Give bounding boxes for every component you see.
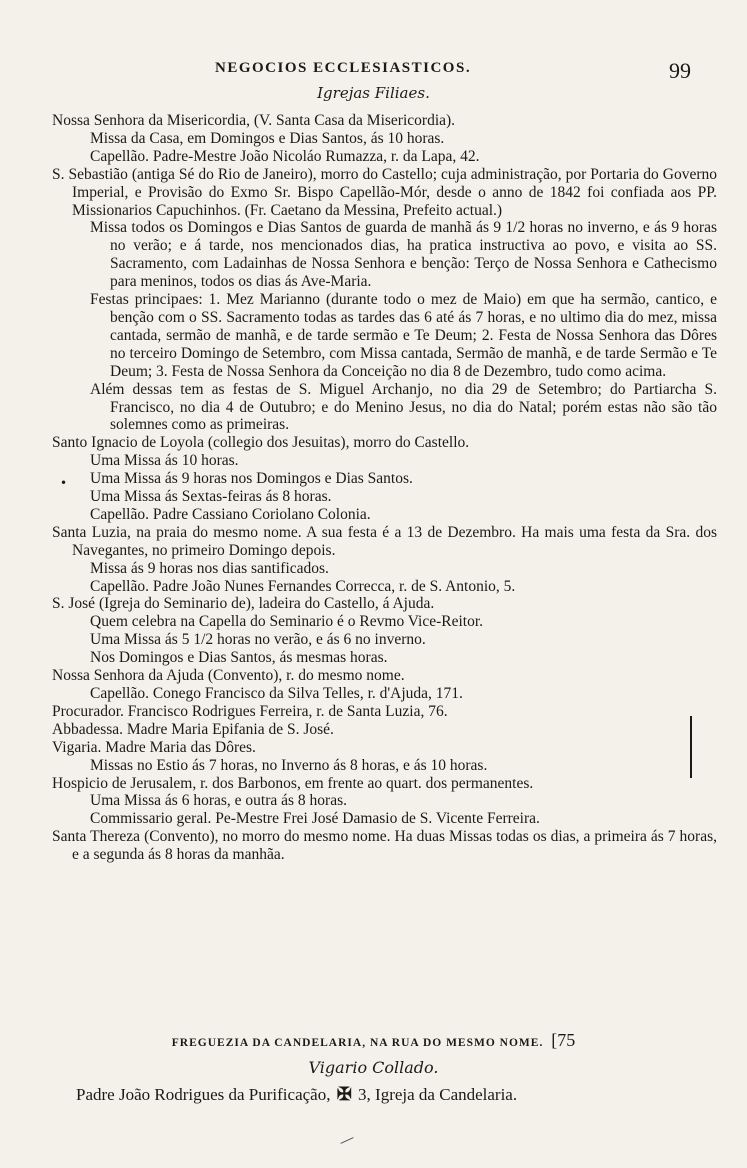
entry-level-2: Commissario geral. Pe-Mestre Frei José Damasio de S. Vicente Ferreira. (90, 810, 540, 828)
ink-mark: • (60, 476, 68, 490)
entries-list (0, 112, 747, 864)
entry-level-1: Nossa Senhora da Misericordia, (V. Santa Casa da Misericordia). (52, 112, 456, 129)
entry-level-2: Uma Missa ás 9 horas nos Domingos e Dias Santos. (90, 470, 413, 488)
section-ref: [75 (551, 1030, 576, 1050)
running-title: NEGOCIOS ECCLESIASTICOS. (215, 60, 472, 76)
vigario-entry (76, 1084, 517, 1105)
entry-level-2: Missas no Estio ás 7 horas, no Inverno ás 8 horas, e ás 10 horas. (90, 756, 488, 774)
entry-level-1: Procurador. Francisco Rodrigues Ferreira, r. de Santa Luzia, 76. (52, 702, 448, 720)
entry-level-1: Abbadessa. Madre Maria Epifania de S. José. (52, 720, 334, 738)
section-heading (0, 1030, 747, 1051)
entry-level-1: Santa Luzia, na praia do mesmo nome. A sua festa é a 13 de Dezembro. Ha mais uma festa da Sra. dos Navegantes, no primeiro Domingo depois. (52, 523, 717, 559)
entry-level-1: Santo Ignacio de Loyola (collegio dos Jesuitas), morro do Castello. (52, 434, 470, 452)
entry-level-2: Capellão. Conego Francisco da Silva Telles, r. d'Ajuda, 171. (90, 685, 463, 702)
page-header (0, 58, 747, 84)
page-number: 99 (669, 58, 691, 83)
entry-level-2: Missa todos os Domingos e Dias Santos de guarda de manhã ás 9 1/2 horas no inverno, e ás 9 horas no verão; e á tarde, nos mencionados dias, ha pratica instructiva ao povo, e visita ao SS. Sacramento, com Ladainhas de Nossa Senhora e benção: Terço de Nossa Senhora e Cathecismo para meninos, todos os dias ás Ave-Maria. (90, 219, 717, 291)
entry-level-2: Uma Missa ás 5 1/2 horas no verão, e ás 6 no inverno. (90, 631, 426, 649)
entry-level-1: Nossa Senhora da Ajuda (Convento), r. do mesmo nome. (52, 667, 405, 685)
entry-level-2: Uma Missa ás 10 horas. (90, 452, 239, 470)
entry-level-1: Hospicio de Jerusalem, r. dos Barbonos, em frente ao quart. dos permanentes. (52, 774, 534, 792)
footer-mark (340, 1137, 353, 1144)
entry-level-2: Capellão. Padre Cassiano Coriolano Colonia. (90, 505, 371, 523)
entry-level-1: S. José (Igreja do Seminario de), ladeira do Castello, á Ajuda. (52, 595, 435, 613)
entry-level-1: S. Sebastião (antiga Sé do Rio de Janeiro), morro do Castello; cuja administração, por Portaria do Governo Imperial, e Provisão do Exmo Sr. Bispo Capellão-Mór, desde o anno de 1842 foi confiada aos PP. Missionarios Capuchinhos. (Fr. Caetano da Messina, Prefeito actual.) (52, 165, 717, 219)
entry-level-2: Festas principaes: 1. Mez Marianno (durante todo o mez de Maio) em que ha sermão, cantico, e benção com o SS. Sacramento todas as tardes das 6 até ás 7 horas, e no ultimo dia do mez, missa cantada, sermão de manhã, e de tarde sermão e Te Deum; 2. Festa de Nossa Senhora das Dôres no terceiro Domingo de Setembro, com Missa cantada, Sermão de manhã, e de tarde Sermão e Te Deum; 3. Festa de Nossa Senhora da Conceição no dia 8 de Dezembro, tudo como acima. (90, 291, 717, 380)
entry-level-1: Vigaria. Madre Maria das Dôres. (52, 738, 256, 756)
entry-level-1: Santa Thereza (Convento), no morro do mesmo nome. Ha duas Missas todas os dias, a primeira ás 7 horas, e a segunda ás 8 horas da manhãa. (52, 828, 717, 864)
vigario-title: Vigario Collado. (308, 1058, 439, 1077)
entry-level-2: Uma Missa ás 6 horas, e outra ás 8 horas. (90, 792, 347, 810)
entry-level-2: Uma Missa ás Sextas-feiras ás 8 horas. (90, 488, 332, 506)
entry-level-2: Missa da Casa, em Domingos e Dias Santos, ás 10 horas. (90, 129, 445, 147)
entry-level-2: Quem celebra na Capella do Seminario é o Revmo Vice-Reitor. (90, 613, 484, 631)
cross-icon: ✠ (336, 1084, 352, 1104)
vigario-address: 3, Igreja da Candelaria. (358, 1085, 518, 1104)
entry-level-2: Além dessas tem as festas de S. Miguel Archanjo, no dia 29 de Setembro; do Partiarcha S. Francisco, no dia 4 de Outubro; e do Menino Jesus, no dia do Natal; porém estas não são tão solemnes como as primeiras. (90, 380, 717, 434)
entry-level-2: Capellão. Padre João Nunes Fernandes Correcca, r. de S. Antonio, 5. (90, 577, 516, 595)
section-heading-text: FREGUEZIA DA CANDELARIA, NA RUA DO MESMO NOME. (171, 1037, 544, 1049)
entry-level-2: Capellão. Padre-Mestre João Nicoláo Rumazza, r. da Lapa, 42. (90, 147, 480, 165)
entry-level-2: Missa ás 9 horas nos dias santificados. (90, 559, 329, 577)
margin-rule (690, 716, 692, 778)
section-subtitle: Igrejas Filiaes. (317, 84, 430, 102)
entry-level-2: Nos Domingos e Dias Santos, ás mesmas horas. (90, 649, 388, 667)
vigario-name: Padre João Rodrigues da Purificação, (76, 1085, 331, 1104)
